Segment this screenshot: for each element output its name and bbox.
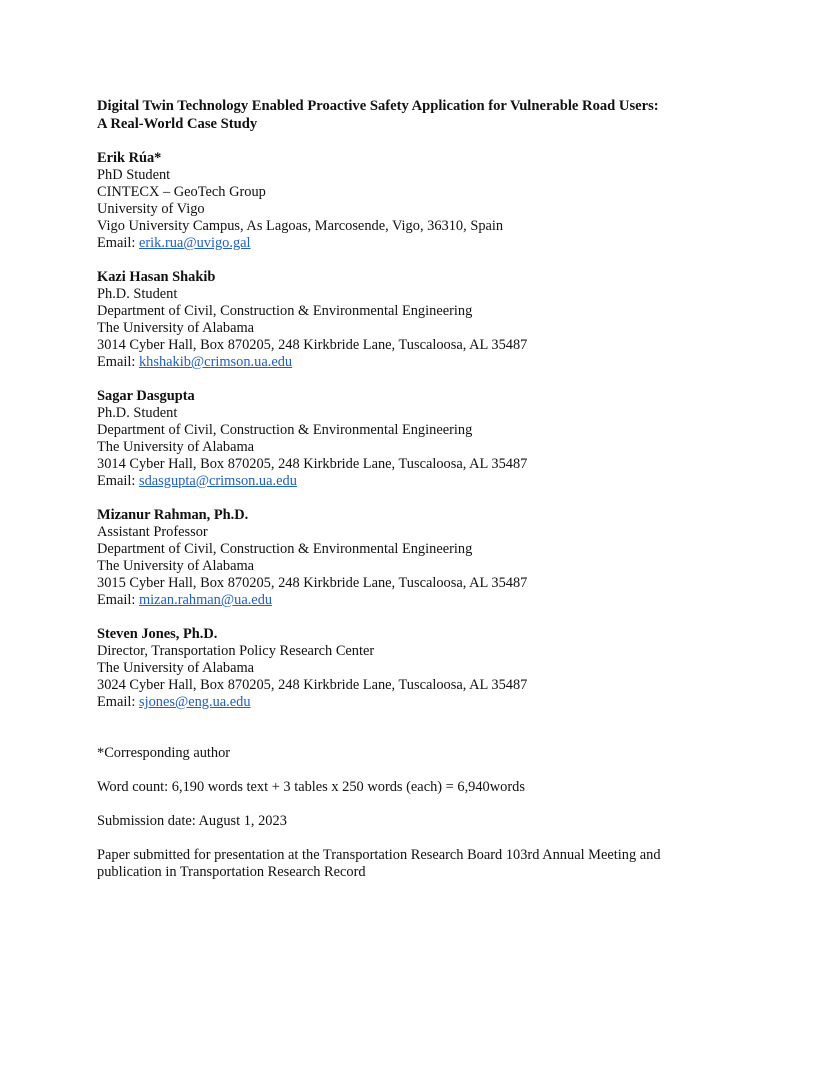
email-label: Email: — [97, 694, 139, 710]
submission-note-line-2: publication in Transportation Research Record — [97, 864, 366, 880]
email-label: Email: — [97, 473, 139, 489]
corresponding-author-note: *Corresponding author — [97, 745, 231, 761]
submission-note — [97, 847, 747, 881]
author-position: PhD Student — [97, 167, 171, 183]
author-institution: University of Vigo — [97, 201, 205, 217]
email-label: Email: — [97, 235, 139, 251]
author-institution: The University of Alabama — [97, 660, 255, 676]
author-department: Department of Civil, Construction & Environmental Engineering — [97, 422, 473, 438]
author-position: Assistant Professor — [97, 524, 208, 540]
word-count: Word count: 6,190 words text + 3 tables x 250 words (each) = 6,940words — [97, 779, 525, 795]
author-block-2 — [97, 269, 747, 371]
author-group: CINTECX – GeoTech Group — [97, 184, 266, 200]
author-email-line — [97, 354, 747, 371]
author-address: 3024 Cyber Hall, Box 870205, 248 Kirkbride Lane, Tuscaloosa, AL 35487 — [97, 677, 528, 693]
author-department: Department of Civil, Construction & Environmental Engineering — [97, 303, 473, 319]
submission-date: Submission date: August 1, 2023 — [97, 813, 287, 829]
author-email-line — [97, 473, 747, 490]
author-email-link[interactable]: sjones@eng.ua.edu — [138, 694, 251, 710]
author-address: 3014 Cyber Hall, Box 870205, 248 Kirkbride Lane, Tuscaloosa, AL 35487 — [97, 337, 528, 353]
author-block-5 — [97, 626, 747, 711]
author-name: Steven Jones, Ph.D. — [97, 626, 218, 642]
title-line-2: A Real-World Case Study — [97, 116, 258, 132]
author-position: Ph.D. Student — [97, 405, 178, 421]
author-block-1 — [97, 150, 747, 252]
author-block-3 — [97, 388, 747, 490]
title-line-1: Digital Twin Technology Enabled Proactive Safety Application for Vulnerable Road Users: — [97, 98, 659, 114]
author-department: Department of Civil, Construction & Environmental Engineering — [97, 541, 473, 557]
email-label: Email: — [97, 354, 139, 370]
author-address: 3015 Cyber Hall, Box 870205, 248 Kirkbride Lane, Tuscaloosa, AL 35487 — [97, 575, 528, 591]
author-institution: The University of Alabama — [97, 320, 255, 336]
author-position: Director, Transportation Policy Research Center — [97, 643, 375, 659]
paper-title — [97, 97, 747, 133]
author-name: Erik Rúa* — [97, 150, 162, 166]
author-institution: The University of Alabama — [97, 558, 255, 574]
email-label: Email: — [97, 592, 139, 608]
author-email-link[interactable]: khshakib@crimson.ua.edu — [138, 354, 293, 370]
author-email-link[interactable]: erik.rua@uvigo.gal — [138, 235, 251, 251]
author-name: Sagar Dasgupta — [97, 388, 195, 404]
author-name: Mizanur Rahman, Ph.D. — [97, 507, 249, 523]
author-name: Kazi Hasan Shakib — [97, 269, 216, 285]
submission-note-line-1: Paper submitted for presentation at the Transportation Research Board 103rd Annual Meeting and — [97, 847, 661, 863]
footer-notes — [97, 745, 747, 881]
author-institution: The University of Alabama — [97, 439, 255, 455]
author-email-line — [97, 694, 747, 711]
author-address: 3014 Cyber Hall, Box 870205, 248 Kirkbride Lane, Tuscaloosa, AL 35487 — [97, 456, 528, 472]
author-email-link[interactable]: mizan.rahman@ua.edu — [138, 592, 273, 608]
author-email-line — [97, 592, 747, 609]
author-position: Ph.D. Student — [97, 286, 178, 302]
author-address: Vigo University Campus, As Lagoas, Marcosende, Vigo, 36310, Spain — [97, 218, 504, 234]
paper-title-page — [97, 97, 747, 881]
author-email-link[interactable]: sdasgupta@crimson.ua.edu — [138, 473, 297, 489]
author-block-4 — [97, 507, 747, 609]
author-email-line — [97, 235, 747, 252]
